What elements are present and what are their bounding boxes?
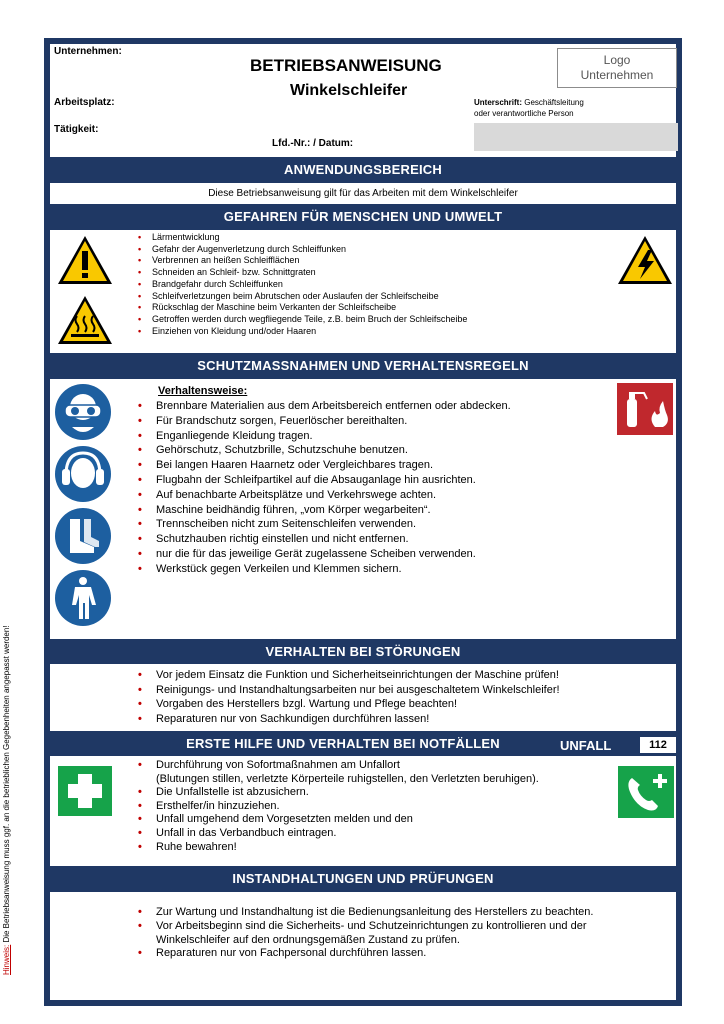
list-item: • Brandgefahr durch Schleiffunken (138, 279, 467, 291)
page-title: BETRIEBSANWEISUNG (250, 56, 442, 75)
hot-surface-icon (56, 294, 114, 346)
logo-placeholder (557, 48, 677, 88)
list-item: • Gefahr der Augenverletzung durch Schleiffunken (138, 244, 467, 256)
scope-text: Diese Betriebsanweisung gilt für das Arbeiten mit dem Winkelschleifer (208, 188, 518, 199)
list-item: • Gehörschutz, Schutzbrille, Schutzschuhe benutzen. (138, 443, 511, 458)
header-panel (50, 44, 676, 157)
list-item: • Schutzhauben richtig einstellen und nicht entfernen. (138, 532, 511, 547)
list-item: • Trennscheiben nicht zum Seitenschleifen verwenden. (138, 517, 511, 532)
list-item: • Zur Wartung und Instandhaltung ist die Bedienungsanleitung des Herstellers zu beachten. (138, 906, 593, 920)
scope-heading: ANWENDUNGSBEREICH (284, 162, 442, 177)
list-item: • Auf benachbarte Arbeitsplätze und Verkehrswege achten. (138, 488, 511, 503)
protective-suit-icon (54, 569, 112, 627)
list-item: • Bei langen Haaren Haarnetz oder Vergleichbares tragen. (138, 458, 511, 473)
electric-voltage-icon (616, 234, 674, 286)
list-item: • Unfall umgehend dem Vorgesetzten melden und den (138, 813, 539, 827)
list-item: • Vorgaben des Herstellers bzgl. Wartung und Pflege beachten! (138, 697, 560, 712)
list-item: • Lärmentwicklung (138, 232, 467, 244)
list-item: Winkelschleifer auf den ordnungsgemäßen Zustand zu prüfen. (156, 933, 460, 946)
workplace-label: Arbeitsplatz: (54, 97, 115, 108)
footer-note-label: Hinweis: (2, 944, 11, 975)
list-item: • Vor Arbeitsbeginn sind die Sicherheits- und Schutzeinrichtungen zu kontrollieren und der (138, 920, 593, 934)
emergency-phone-icon (618, 766, 674, 818)
signature-field[interactable] (474, 123, 678, 151)
signature-title: Unterschrift: (474, 98, 523, 107)
list-item: • Für Brandschutz sorgen, Feuerlöscher bereithalten. (138, 414, 511, 429)
list-item: • Flugbahn der Schleifpartikel auf die Absauganlage hin ausrichten. (138, 473, 511, 488)
maintenance-list (138, 906, 593, 961)
list-item: • Maschine beidhändig führen, „vom Körper wegarbeiten“. (138, 503, 511, 518)
list-item: • Rückschlag der Maschine beim Verkanten der Schleifscheibe (138, 302, 467, 314)
protection-heading: SCHUTZMASSNAHMEN UND VERHALTENSREGELN (197, 358, 529, 373)
first-aid-icon (58, 766, 112, 816)
eye-protection-icon (54, 383, 112, 441)
footer-note (2, 555, 16, 975)
signature-role-2: oder verantwortliche Person (474, 109, 574, 118)
logo-text-line1: Logo (603, 53, 631, 67)
list-item: • Die Unfallstelle ist abzusichern. (138, 786, 539, 800)
accident-label: UNFALL (560, 738, 612, 753)
protection-list (138, 399, 511, 577)
maintenance-heading: INSTANDHALTUNGEN UND PRÜFUNGEN (232, 871, 494, 886)
behaviour-heading: Verhaltensweise: (158, 385, 248, 397)
fire-extinguisher-icon (617, 383, 673, 435)
list-item: • Enganliegende Kleidung tragen. (138, 429, 511, 444)
signature-role: Geschäftsleitung (522, 98, 584, 107)
activity-label: Tätigkeit: (54, 124, 99, 135)
hazards-heading: GEFAHREN FÜR MENSCHEN UND UMWELT (223, 209, 503, 224)
first-aid-panel (50, 756, 676, 866)
list-item: • Unfall in das Verbandbuch eintragen. (138, 827, 539, 841)
first-aid-heading: ERSTE HILFE UND VERHALTEN BEI NOTFÄLLEN (186, 736, 500, 751)
safety-boots-icon (54, 507, 112, 565)
malfunction-panel (50, 664, 676, 731)
malfunction-list (138, 668, 560, 726)
list-item: • Getroffen werden durch wegfliegende Teile, z.B. beim Bruch der Schleifscheibe (138, 314, 467, 326)
page-subtitle: Winkelschleifer (290, 82, 408, 99)
list-item: • Schneiden an Schleif- bzw. Schnittgraten (138, 267, 467, 279)
list-item: • Reparaturen nur von Fachpersonal durchführen lassen. (138, 947, 593, 961)
signature-label (474, 97, 584, 119)
list-item: (Blutungen stillen, verletzte Körperteile ruhigstellen, den Verletzten beruhigen). (156, 772, 539, 785)
list-item: • Reparaturen nur von Sachkundigen durchführen lassen! (138, 712, 560, 727)
list-item: • Vor jedem Einsatz die Funktion und Sicherheitseinrichtungen der Maschine prüfen! (138, 668, 560, 683)
protection-panel (50, 379, 676, 639)
logo-text-line2: Unternehmen (580, 68, 654, 82)
list-item: • Einziehen von Kleidung und/oder Haaren (138, 326, 467, 338)
company-label: Unternehmen: (54, 46, 122, 57)
hazards-list (138, 232, 467, 337)
list-item: • Durchführung von Sofortmaßnahmen am Unfallort (138, 759, 539, 773)
list-item: • Verbrennen an heißen Schleifflächen (138, 255, 467, 267)
scope-panel (50, 183, 676, 204)
maintenance-panel (50, 892, 676, 1000)
list-item: • Ersthelfer/in hinzuziehen. (138, 800, 539, 814)
instruction-body (50, 44, 676, 1000)
instruction-frame (44, 38, 682, 1006)
list-item: • Ruhe bewahren! (138, 841, 539, 855)
footer-note-text: Die Betriebsanweisung muss ggf. an die betrieblichen Gegebenheiten angepasst werden! (2, 625, 11, 945)
ear-protection-icon (54, 445, 112, 503)
list-item: • Reinigungs- und Instandhaltungsarbeiten nur bei ausgeschaltetem Winkelschleifer! (138, 683, 560, 698)
emergency-number: 112 (640, 737, 676, 753)
list-item: • Schleifverletzungen beim Abrutschen oder Auslaufen der Schleifscheibe (138, 291, 467, 303)
hazards-panel (50, 230, 676, 353)
list-item: • Werkstück gegen Verkeilen und Klemmen sichern. (138, 562, 511, 577)
first-aid-list (138, 759, 539, 854)
list-item: • nur die für das jeweilige Gerät zugelassene Scheiben verwenden. (138, 547, 511, 562)
list-item: • Brennbare Materialien aus dem Arbeitsbereich entfernen oder abdecken. (138, 399, 511, 414)
warning-exclamation-icon (56, 234, 114, 286)
number-date-label: Lfd.-Nr.: / Datum: (272, 138, 354, 149)
malfunction-heading: VERHALTEN BEI STÖRUNGEN (265, 644, 461, 659)
